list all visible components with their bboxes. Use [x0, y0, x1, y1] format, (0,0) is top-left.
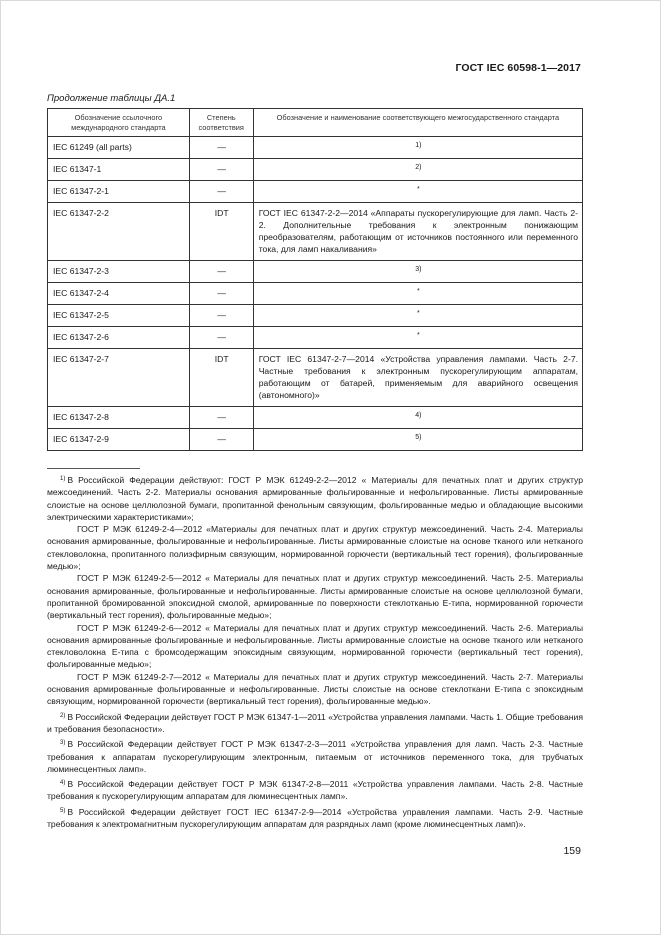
- row-standard: [253, 261, 582, 283]
- header-international-standard: Обозначение ссылочного международного стандарта: [48, 109, 190, 137]
- header-interstate-standard: Обозначение и наименование соответствующего межгосударственного стандарта: [253, 109, 582, 137]
- footnote-ref: *: [416, 332, 420, 339]
- footnote-1-item: ГОСТ Р МЭК 61249-2-4—2012 «Материалы для печатных плат и других структур межсоединений. Часть 2-4. Материалы основания армированные, фольгированные и нефольгированные. Листы армированные слоистые на основе тканого или нетканого стекловолокна, пропитанного полиэфирным связующим, нормированной горючести (вертикальный тест горения), фольгированные медью»;: [47, 524, 583, 572]
- footnote-1-item: ГОСТ Р МЭК 61249-2-7—2012 « Материалы для печатных плат и других структур межсоединений. Часть 2-7. Материалы основания армированные фольгированные и нефольгированные. Листы слоистые на основе стеклоткани Е-типа с эпоксидным связующим, нормированной горючести (вертикальный тест горения), фольгированные медью».: [47, 671, 583, 707]
- footnote-ref: 2): [415, 164, 422, 171]
- row-degree: —: [189, 137, 253, 159]
- footnote-2: [47, 711, 583, 736]
- row-standard: [253, 159, 582, 181]
- row-degree: —: [189, 429, 253, 451]
- row-standard: [253, 283, 582, 305]
- footnote-mark: 3): [60, 740, 66, 747]
- footnote-1-item: ГОСТ Р МЭК 61249-2-5—2012 « Материалы для печатных плат и других структур межсоединений. Часть 2-5. Материалы основания армированные, фольгированные и нефольгированные. Листы армированные слоистые на основе целлюлозной бумаги, пропитанной бромированной эпоксидной смолой, армированные по поверхности стеклотканью Е-типа, нормированной горючести (вертикальный тест горения), фольгированные медью»;: [47, 573, 583, 621]
- footnote-ref: *: [416, 288, 420, 295]
- row-degree: —: [189, 159, 253, 181]
- row-code: IEC 61347-2-2: [48, 203, 190, 261]
- row-code: IEC 61347-2-6: [48, 327, 190, 349]
- row-standard: ГОСТ IEC 61347-2-7—2014 «Устройства управления лампами. Часть 2-7. Частные требования к электронным пускорегулирующим аппаратам, работающим от батарей, применяемым для аварийного освещения (автономного)»: [253, 349, 582, 407]
- footnote-ref: 5): [415, 434, 422, 441]
- row-code: IEC 61347-2-5: [48, 305, 190, 327]
- footnote-1-item: ГОСТ Р МЭК 61249-2-6—2012 « Материалы для печатных плат и других структур межсоединений. Часть 2-6. Материалы основания армированные фольгированные и нефольгированные. Листы армированные слоистые на основе тканого или нетканого стекловолокна Е-типа с бромсодержащим эпоксидным связующим, нормированной горючести (вертикальный тест горения), фольгированные медью»;: [47, 622, 583, 670]
- row-code: IEC 61347-2-7: [48, 349, 190, 407]
- footnote-ref: *: [416, 186, 420, 193]
- row-standard: [253, 305, 582, 327]
- footnote-mark: 4): [60, 780, 66, 787]
- row-degree: —: [189, 181, 253, 203]
- footnote-5: [47, 806, 583, 831]
- row-degree: —: [189, 407, 253, 429]
- table-row: [48, 327, 583, 349]
- table-row: [48, 181, 583, 203]
- row-degree: IDT: [189, 203, 253, 261]
- row-code: IEC 61249 (all parts): [48, 137, 190, 159]
- standards-table: [47, 108, 583, 451]
- table-row: [48, 305, 583, 327]
- row-degree: —: [189, 305, 253, 327]
- row-degree: —: [189, 327, 253, 349]
- row-standard: [253, 407, 582, 429]
- footnote-3: [47, 738, 583, 775]
- footnote-separator: [47, 468, 140, 469]
- row-code: IEC 61347-2-1: [48, 181, 190, 203]
- footnote-text: В Российской Федерации действуют: ГОСТ Р МЭК 61249-2-2—2012 « Материалы для печатных плат и других структур межсоединений. Часть 2-2. Материалы основания армированные фольгированные и нефольгированные. Листы армированные слоистые на основе целлюлозной бумаги, пропитанной фенольным связующим, фольгированные медью и обладающие высокими электрическими характеристиками»;: [47, 475, 583, 522]
- row-code: IEC 61347-2-3: [48, 261, 190, 283]
- row-code: IEC 61347-2-4: [48, 283, 190, 305]
- footnote-text: В Российской Федерации действует ГОСТ Р МЭК 61347-2-8—2011 «Устройства управления лампами. Часть 2-8. Частные требования к пускорегулирующим аппаратам для люминесцентных ламп».: [47, 779, 583, 802]
- document-header: ГОСТ IEC 60598-1—2017: [455, 62, 581, 74]
- table-row: [48, 429, 583, 451]
- row-standard: [253, 137, 582, 159]
- table-row: [48, 203, 583, 261]
- row-degree: —: [189, 283, 253, 305]
- row-standard: [253, 181, 582, 203]
- row-degree: —: [189, 261, 253, 283]
- page-number: 159: [563, 845, 581, 857]
- row-degree: IDT: [189, 349, 253, 407]
- row-code: IEC 61347-2-8: [48, 407, 190, 429]
- table-row: [48, 349, 583, 407]
- table-row: [48, 283, 583, 305]
- footnote-mark: 1): [60, 476, 66, 482]
- table-row: [48, 159, 583, 181]
- row-standard: ГОСТ IEC 61347-2-2—2014 «Аппараты пускорегулирующие для ламп. Часть 2-2. Дополнительные требования к электронным понижающим преобразователям, работающим от источников постоянного или переменного тока, для ламп накаливания»: [253, 203, 582, 261]
- footnote-text: В Российской Федерации действует ГОСТ Р МЭК 61347-1—2011 «Устройства управления лампами. Часть 1. Общие требования и требования безопасности».: [47, 711, 583, 734]
- row-standard: [253, 327, 582, 349]
- footnote-text: В Российской Федерации действует ГОСТ Р МЭК 61347-2-3—2011 «Устройства управления для ламп. Часть 2-3. Частные требования к аппаратам пускорегулирующим электронным, питаемым от источников переменного тока, для трубчатых люминесцентных ламп».: [47, 739, 583, 774]
- table-row: [48, 407, 583, 429]
- row-code: IEC 61347-1: [48, 159, 190, 181]
- header-degree: Степень соответствия: [189, 109, 253, 137]
- table-caption: Продолжение таблицы ДА.1: [47, 93, 176, 104]
- footnote-ref: 4): [415, 412, 422, 419]
- table-header-row: [48, 109, 583, 137]
- footnote-text: В Российской Федерации действует ГОСТ IEC 61347-2-9—2014 «Устройства управления лампами. Часть 2-9. Частные требования к электромагнитным пускорегулирующим аппаратам для разрядных ламп (кроме люминесцентных ламп)».: [47, 806, 583, 830]
- table-row: [48, 261, 583, 283]
- footnote-4: [47, 778, 583, 803]
- footnotes: [47, 474, 583, 830]
- footnote-mark: 5): [60, 807, 66, 814]
- row-code: IEC 61347-2-9: [48, 429, 190, 451]
- footnote-1: [47, 474, 583, 523]
- footnote-ref: *: [416, 310, 420, 317]
- row-standard: [253, 429, 582, 451]
- footnote-ref: 1): [415, 142, 422, 149]
- table-row: [48, 137, 583, 159]
- footnote-ref: 3): [415, 266, 422, 273]
- footnote-mark: 2): [60, 712, 66, 719]
